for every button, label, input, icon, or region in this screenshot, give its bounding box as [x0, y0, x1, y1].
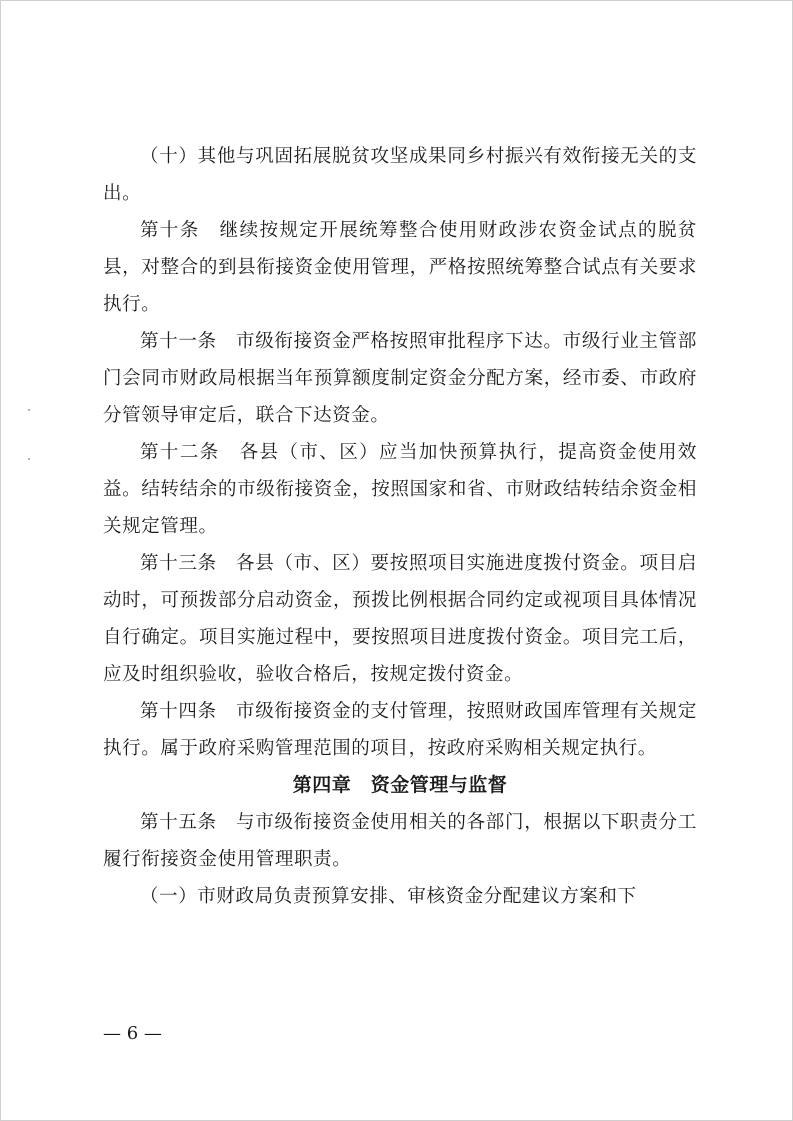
page-number: — 6 —	[103, 1023, 162, 1044]
paragraph-article-12: 第十二条 各县（市、区）应当加快预算执行，提高资金使用效益。结转结余的市级衔接资金，按照国家和省、市财政结转结余资金相关规定管理。	[103, 442, 697, 537]
document-body	[103, 138, 697, 915]
chapter-heading: 第四章 资金管理与监督	[292, 774, 508, 796]
paragraph-article-10: 第十条 继续按规定开展统筹整合使用财政涉农资金试点的脱贫县，对整合的到县衔接资金使用管理，严格按照统筹整合试点有关要求执行。	[103, 220, 697, 315]
paragraph-item-1: （一）市财政局负责预算安排、审核资金分配建议方案和下	[140, 886, 637, 907]
margin-dot-lower	[28, 458, 30, 460]
paragraph-article-14: 第十四条 市级衔接资金的支付管理，按照财政国库管理有关规定执行。属于政府采购管理范围的项目，按政府采购相关规定执行。	[103, 701, 697, 759]
paragraph-article-11: 第十一条 市级衔接资金严格按照审批程序下达。市级行业主管部门会同市财政局根据当年预算额度制定资金分配方案，经市委、市政府分管领导审定后，联合下达资金。	[103, 331, 697, 426]
paragraph-item-10: （十）其他与巩固拓展脱贫攻坚成果同乡村振兴有效衔接无关的支出。	[103, 146, 697, 204]
paragraph-article-15: 第十五条 与市级衔接资金使用相关的各部门，根据以下职责分工履行衔接资金使用管理职责。	[103, 812, 697, 870]
paragraph-article-13: 第十三条 各县（市、区）要按照项目实施进度拨付资金。项目启动时，可预拨部分启动资金，预拨比例根据合同约定或视项目具体情况自行确定。项目实施过程中，要按照项目进度拨付资金。项目完工后，应及时组织验收，验收合格后，按规定拨付资金。	[103, 553, 697, 685]
margin-dot-upper	[28, 409, 30, 411]
